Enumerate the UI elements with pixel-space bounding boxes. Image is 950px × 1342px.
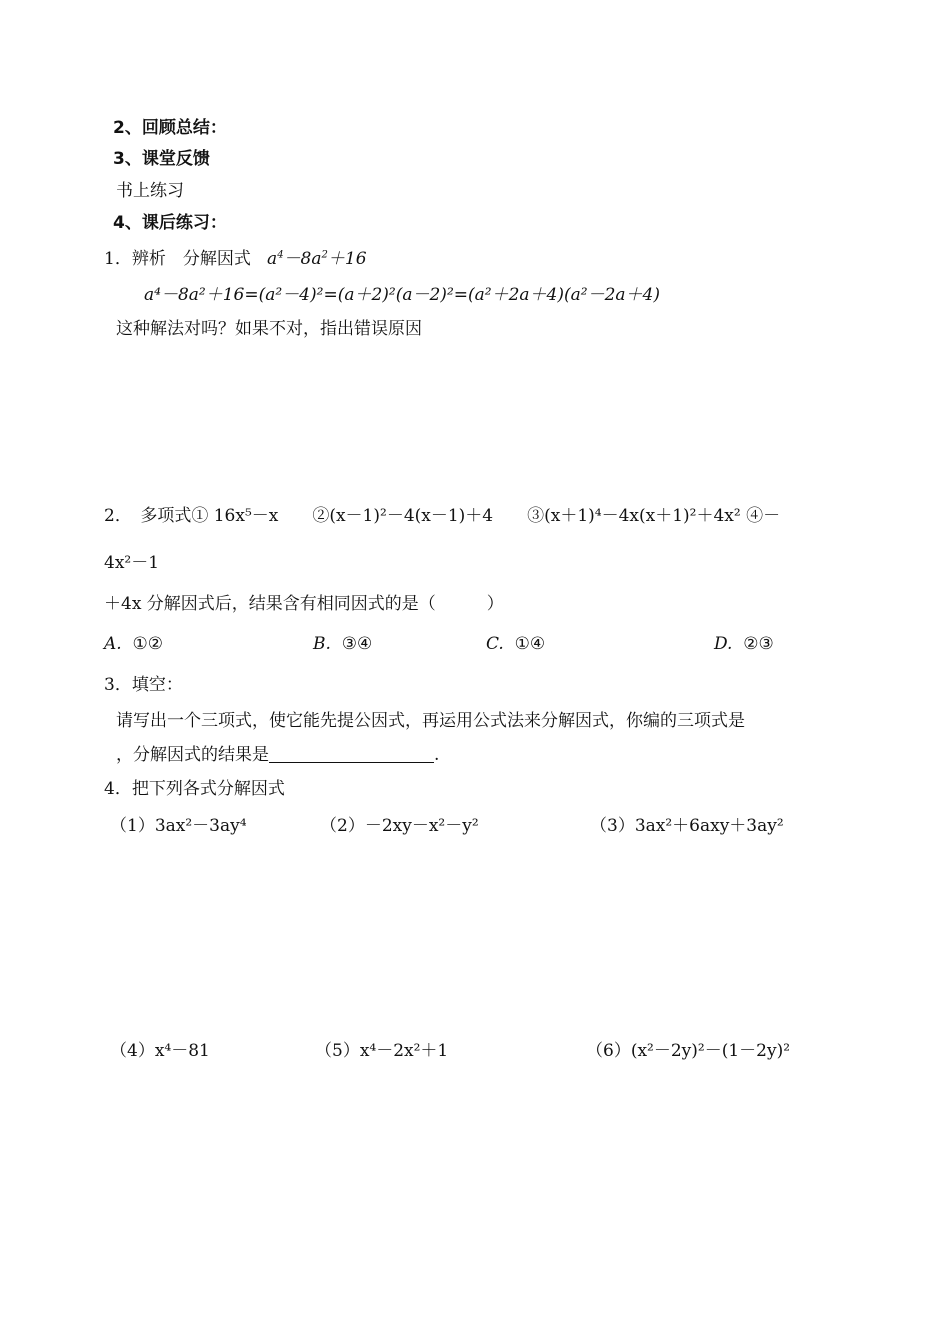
q4-item-2: （2）－2xy－x²－y² bbox=[320, 816, 479, 836]
q4-item-1: （1）3ax²－3ay⁴ bbox=[110, 816, 247, 836]
q4-item-5: （5）x⁴－2x²＋1 bbox=[315, 1041, 449, 1061]
q2-option-c: C. ①④ bbox=[486, 634, 546, 654]
q4-item-6: （6）(x²－2y)²－(1－2y)² bbox=[586, 1041, 791, 1061]
q2-option-b: B. ③④ bbox=[313, 634, 373, 654]
q1-solution-prefix: a⁴－8a²＋16 bbox=[144, 285, 245, 305]
q1-number: 1． bbox=[104, 249, 132, 269]
q3-line1: 请写出一个三项式，使它能先提公因式，再运用公式法来分解因式，你编的三项式是 bbox=[116, 711, 745, 731]
q1-question: 这种解法对吗？如果不对，指出错误原因 bbox=[116, 319, 422, 339]
q4-item-4: （4）x⁴－81 bbox=[110, 1041, 210, 1061]
q2-option-d: D. ②③ bbox=[714, 634, 774, 654]
q1-solution-steps: =(a²－4)²=(a＋2)²(a－2)²=(a²＋2a＋4)(a²－2a＋4) bbox=[244, 285, 660, 305]
q2-line2: 4x²－1 bbox=[104, 553, 160, 573]
q4-item-3: （3）3ax²＋6axy＋3ay² bbox=[590, 816, 784, 836]
q2-line3: ＋4x 分解因式后，结果含有相同因式的是（ ） bbox=[104, 594, 504, 614]
section-homework: 4、课后练习： bbox=[113, 213, 227, 233]
q1-title: 辨析 分解因式 bbox=[131, 249, 251, 269]
q2-line1: 2． 多项式① 16x⁵－x ②(x－1)²－4(x－1)＋4 ③(x＋1)⁴－4x(x＋1)²＋4x² ④－ bbox=[104, 506, 781, 526]
q1-expression: $a^4-8a^2+16$ bbox=[267, 249, 367, 269]
q1-heading bbox=[104, 248, 367, 270]
q2-option-a: A. ①② bbox=[104, 634, 163, 654]
q3-title: 3．填空： bbox=[104, 675, 183, 695]
q1-solution bbox=[144, 284, 660, 306]
q3-line2: ，分解因式的结果是 . bbox=[116, 745, 440, 765]
section-review-summary: 2、回顾总结： bbox=[113, 118, 227, 138]
section-class-feedback-text: 书上练习 bbox=[116, 181, 184, 201]
section-class-feedback: 3、课堂反馈 bbox=[113, 149, 210, 169]
q4-title: 4．把下列各式分解因式 bbox=[104, 779, 285, 799]
q3-answer-blank[interactable] bbox=[269, 746, 434, 763]
